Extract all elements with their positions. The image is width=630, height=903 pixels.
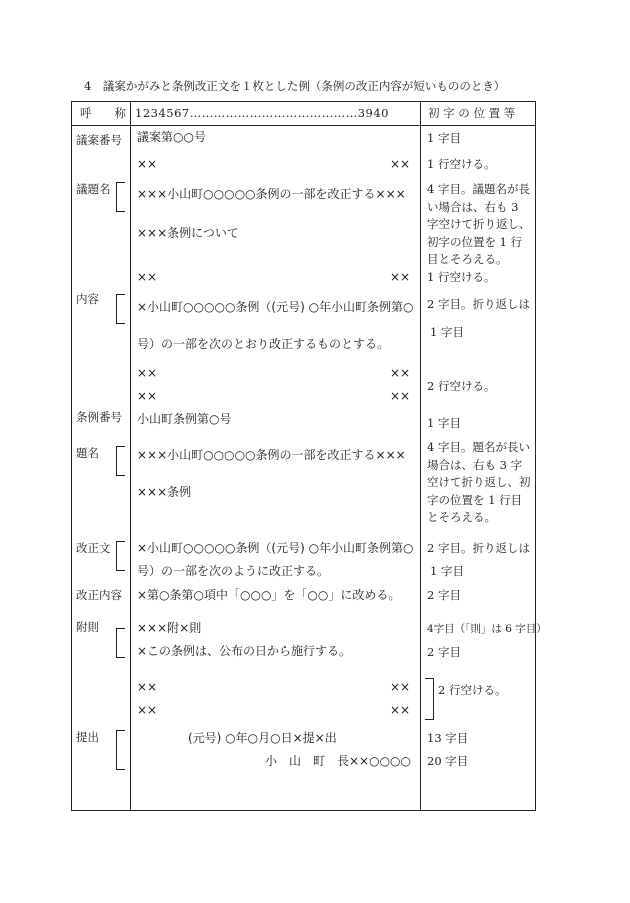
header-position-col: 初 字 の 位 置 等 bbox=[428, 106, 516, 120]
note-9: 4 字目。題名が長い場合は、右も 3 字空けて折り返し、初字の位置を 1 行目とそろえる。 bbox=[427, 440, 531, 524]
note-16: 13 字目 bbox=[427, 731, 469, 745]
content-line-1: ×小山町○○○○○条例（(元号) ○年小山町条例第○ bbox=[137, 300, 414, 314]
note-15: 2 行空ける。 bbox=[438, 683, 507, 697]
note-3: 4 字目。議題名が長い場合は、右も 3 字空けて折り返し、初字の位置を 1 行目とそろえる。 bbox=[427, 182, 531, 266]
xx-right-4: ×× bbox=[390, 389, 411, 403]
label-submission: 提出 bbox=[76, 730, 99, 744]
bracket-submission bbox=[116, 730, 125, 770]
page-title: 4 議案かがみと条例改正文を１枚とした例（条例の改正内容が短いもののとき） bbox=[84, 79, 506, 93]
submit-date: (元号) ○年○月○日×提×出 bbox=[188, 731, 337, 745]
note-12: 2 字目 bbox=[427, 588, 461, 602]
content-line-2: 号）の一部を次のとおり改正するものとする。 bbox=[137, 337, 390, 351]
supp-line-1: ×××附×則 bbox=[137, 621, 202, 635]
bill-number: 議案第○○号 bbox=[137, 130, 206, 144]
submit-name: 小 山 町 長××○○○○ bbox=[265, 754, 411, 768]
label-amendment: 改正文 bbox=[76, 541, 111, 555]
xx-right-3: ×× bbox=[390, 366, 411, 380]
bill-title-line-2: ×××条例について bbox=[137, 226, 239, 240]
xx-left-5: ×× bbox=[137, 680, 158, 694]
label-content: 内容 bbox=[76, 292, 99, 306]
heading-line-1: ×××小山町○○○○○条例の一部を改正する××× bbox=[137, 448, 406, 462]
bracket-blank-lines bbox=[425, 678, 434, 720]
xx-left-1: ×× bbox=[137, 157, 158, 171]
bill-title-line-1: ×××小山町○○○○○条例の一部を改正する××× bbox=[137, 187, 406, 201]
xx-left-2: ×× bbox=[137, 270, 158, 284]
xx-right-2: ×× bbox=[390, 270, 411, 284]
bracket-supplementary bbox=[116, 628, 125, 658]
label-supplementary: 附則 bbox=[76, 620, 99, 634]
xx-right-6: ×× bbox=[390, 703, 411, 717]
label-bill-title: 議題名 bbox=[76, 182, 111, 196]
heading-line-2: ×××条例 bbox=[137, 485, 192, 499]
note-1: 1 字目 bbox=[427, 131, 461, 145]
xx-right-5: ×× bbox=[390, 680, 411, 694]
bracket-amendment bbox=[116, 541, 125, 571]
note-13: 4字目（「則」は 6 字目） bbox=[427, 623, 547, 635]
note-10: 2 字目。折り返しは bbox=[427, 541, 530, 555]
note-2: 1 行空ける。 bbox=[427, 157, 496, 171]
xx-right-1: ×× bbox=[390, 157, 411, 171]
supp-line-2: ×この条例は、公布の日から施行する。 bbox=[137, 644, 352, 658]
amend-line-1: ×小山町○○○○○条例（(元号) ○年小山町条例第○ bbox=[137, 541, 414, 555]
xx-left-4: ×× bbox=[137, 389, 158, 403]
ordinance-number: 小山町条例第○号 bbox=[137, 412, 232, 426]
note-8: 1 字目 bbox=[427, 416, 461, 430]
xx-left-3: ×× bbox=[137, 366, 158, 380]
note-6: 1 字目 bbox=[430, 325, 464, 339]
note-11: 1 字目 bbox=[430, 564, 464, 578]
note-17: 20 字目 bbox=[427, 754, 469, 768]
note-7: 2 行空ける。 bbox=[427, 379, 496, 393]
bracket-bill-title bbox=[116, 182, 125, 212]
bracket-heading bbox=[116, 446, 125, 476]
amend-content: ×第○条第○項中「○○○」を「○○」に改める。 bbox=[137, 588, 401, 602]
note-5: 2 字目。折り返しは bbox=[427, 297, 530, 311]
amend-line-2: 号）の一部を次のように改正する。 bbox=[137, 564, 330, 578]
label-bill-number: 議案番号 bbox=[76, 133, 122, 147]
xx-left-6: ×× bbox=[137, 703, 158, 717]
label-heading: 題名 bbox=[76, 446, 99, 460]
header-label-col: 呼 称 bbox=[80, 106, 126, 120]
note-4: 1 行空ける。 bbox=[427, 270, 496, 284]
bracket-content bbox=[116, 294, 125, 324]
note-14: 2 字目 bbox=[427, 645, 461, 659]
header-ruler-col: 1234567……………………………………3940 bbox=[135, 106, 389, 120]
label-amendment-content: 改正内容 bbox=[76, 588, 122, 602]
label-ordinance-number: 条例番号 bbox=[76, 410, 122, 424]
